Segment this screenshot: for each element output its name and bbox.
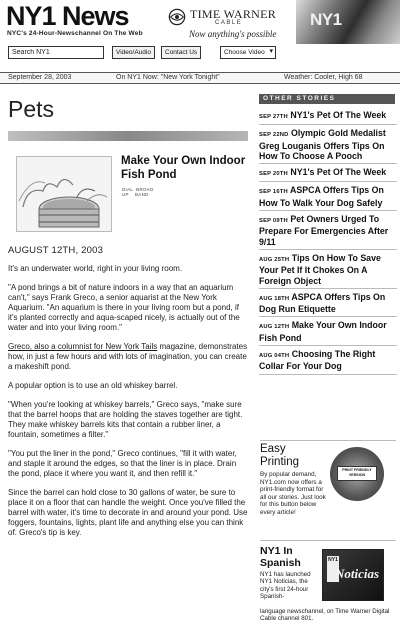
story-item[interactable] (259, 320, 397, 346)
noticias-logo-word: Noticias (335, 566, 380, 581)
main-content (0, 86, 252, 627)
noticias-logo-ny1: NY1 (327, 556, 339, 582)
video-audio-button[interactable]: Video/Audio (112, 46, 155, 59)
story-item[interactable] (259, 110, 397, 125)
easy-printing-title: Easy Printing (260, 443, 299, 468)
article-headline: Make Your Own Indoor Fish Pond (121, 155, 246, 181)
story-date: SEP 16TH (259, 189, 288, 196)
site-header (0, 0, 400, 62)
current-date: September 28, 2003 (8, 74, 72, 81)
article-photo (16, 156, 112, 232)
story-item[interactable] (259, 292, 397, 318)
story-item[interactable] (259, 128, 397, 164)
story-title[interactable]: NY1's Pet Of The Week (290, 167, 387, 178)
title-divider (8, 131, 248, 141)
partner-sub: CABLE (215, 20, 243, 26)
article-date: AUGUST 12TH, 2003 (8, 245, 104, 256)
article-paragraph: It's an underwater world, right in your living room. (8, 264, 183, 273)
article-paragraph: Since the barrel can hold close to 30 gallons of water, be sure to place it on a floor that can handle the weight. Once you've filled the barrel with water, it's time to decorate in and around your pond. Use foggers, fountains, lights, plant life and anything else you can think of. Greco's tip is key. (8, 488, 248, 537)
story-title[interactable]: Choosing The Right Collar For Your Dog (259, 349, 376, 372)
page-title: Pets (8, 96, 55, 122)
header-photo-label: NY1 (310, 10, 342, 29)
story-date: SEP 20TH (259, 171, 288, 178)
story-date: SEP 09TH (259, 218, 288, 225)
story-date: SEP 22ND (259, 132, 289, 139)
story-item[interactable] (259, 214, 397, 250)
now-on-air[interactable]: On NY1 Now: "New York Tonight" (116, 74, 220, 81)
easy-printing-promo (260, 440, 396, 540)
connection-note: DIAL BROAD UP BAND (122, 187, 154, 197)
story-date: SEP 27TH (259, 114, 288, 120)
print-friendly-label: PRINT FRIENDLY VERSION (337, 466, 377, 481)
site-tagline: NYC's 24-Hour-Newschannel On The Web (7, 30, 143, 37)
sidebar (256, 86, 400, 627)
article-paragraph: "You put the liner in the pond," Greco continues, "fill it with water, and staple it around the edges, so that the liner is in place. Drain the pond, place it where you want it, and then refill it." (8, 449, 237, 478)
story-item[interactable] (259, 253, 397, 289)
story-date: AUG 04TH (259, 353, 290, 360)
other-stories-header: OTHER STORIES (259, 94, 395, 104)
easy-printing-text: By popular demand, NY1.com now offers a print-friendly format for all our stories. Just look for this button below every article! (260, 471, 326, 516)
weather-summary[interactable]: Weather: Cooler, High 68 (284, 74, 363, 81)
story-title[interactable]: Pet Owners Urged To Prepare For Emergencies After 9/11 (259, 214, 389, 247)
story-title[interactable]: ASPCA Offers Tips On How To Walk Your Dog Safely (259, 185, 384, 208)
contact-us-button[interactable]: Contact Us (161, 46, 201, 59)
partner-slogan: Now anything's possible (189, 29, 277, 39)
story-item[interactable] (259, 185, 397, 211)
partner-name: TIME WARNER (190, 7, 277, 21)
spanish-text-continued: language newschannel, on Time Warner Digital Cable channel 801. (260, 608, 390, 623)
story-title[interactable]: Olympic Gold Medalist Greg Louganis Offers Tips On How To Choose A Pooch (259, 128, 386, 161)
info-bar (0, 72, 400, 84)
spanish-text: NY1 has launched NY1 Noticias, the city's first 24-hour Spanish- (260, 571, 311, 601)
chevron-down-icon: ▾ (269, 48, 273, 55)
header-photo (296, 0, 400, 44)
video-connection-icon[interactable] (122, 187, 154, 197)
other-stories-list (259, 110, 397, 378)
article-body (8, 264, 248, 547)
story-title[interactable]: NY1's Pet Of The Week (290, 110, 387, 120)
story-title[interactable]: Tips On How To Save Your Pet If It Chokes On A Foreign Object (259, 252, 381, 286)
spanish-title: NY1 In Spanish (260, 545, 301, 569)
search-input[interactable] (8, 46, 104, 59)
article-paragraph: A popular option is to use an old whiskey barrel. (8, 381, 178, 390)
print-friendly-badge[interactable] (330, 447, 384, 501)
choose-video-select[interactable] (220, 46, 276, 59)
story-date: AUG 25TH (259, 256, 290, 263)
choose-video-value: Choose Video (224, 49, 265, 56)
story-title[interactable]: ASPCA Offers Tips On Dog Run Etiquette (259, 291, 386, 315)
spanish-promo (260, 540, 396, 627)
story-item[interactable] (259, 349, 397, 375)
time-warner-eye-icon (168, 8, 186, 26)
article-paragraph: "A pond brings a bit of nature indoors in a way that an aquarium can't," says Frank Greco, a senior aquarist at the New York Aquarium. "An aquarium is there in your living room but a pond, if it's planted correctly and aqua-scaped nicely, is actually out of the water and into your living room." (8, 283, 240, 332)
story-date: AUG 12TH (259, 324, 290, 331)
article-paragraph: "When you're looking at whiskey barrels," Greco says, "make sure that the barrel hoops that are holding the staves together are tight. They make whiskey barrels kits that contain a rubber liner, a fountain, sometimes a filter." (8, 400, 243, 439)
ny1-noticias-logo[interactable] (322, 549, 384, 601)
story-date: AUG 18TH (259, 295, 290, 302)
story-title[interactable]: Make Your Own Indoor Fish Pond (259, 320, 387, 343)
new-york-tails-link[interactable]: Greco, also a columnist for New York Tails (8, 342, 158, 351)
article-paragraph (8, 342, 248, 372)
article-paragraph-text: magazine, demonstrates how, in just a few hours and with lots of imagination, you can create a makeshift pond. (8, 342, 248, 371)
fish-pond-illustration (17, 157, 112, 232)
story-item[interactable] (259, 167, 397, 182)
site-logo[interactable]: NY1 News (6, 1, 129, 31)
